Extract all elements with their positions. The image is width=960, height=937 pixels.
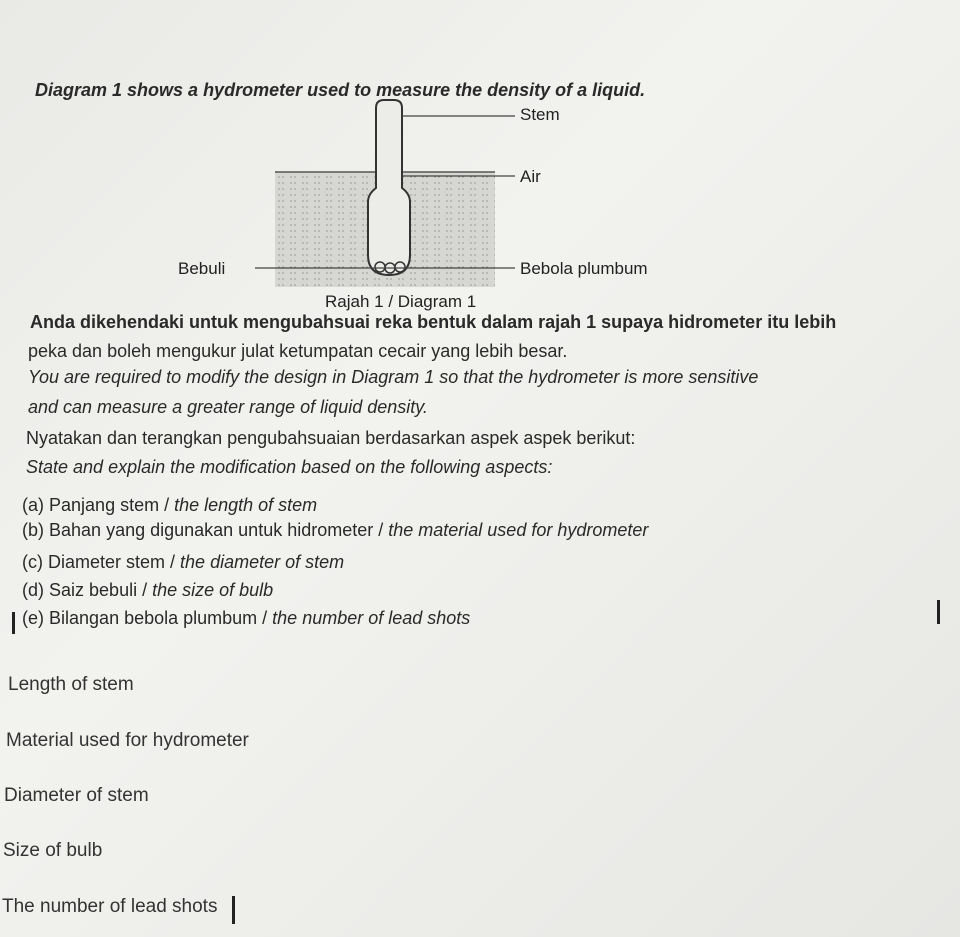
intro-text: Diagram 1 shows a hydrometer used to measure the density of a liquid. xyxy=(35,80,646,100)
aspect-c: (c) Diameter stem / the diameter of stem xyxy=(22,552,345,572)
text-cursor-mark xyxy=(937,600,940,624)
aspect-a: (a) Panjang stem / the length of stem xyxy=(22,495,318,515)
label-air: Air xyxy=(520,167,541,186)
text-cursor-mark xyxy=(12,612,15,634)
label-lead: Bebola plumbum xyxy=(520,259,648,278)
label-bulb: Bebuli xyxy=(178,259,226,278)
answer-material[interactable]: Material used for hydrometer xyxy=(6,730,249,751)
answer-diameter[interactable]: Diameter of stem xyxy=(4,785,149,806)
answer-length-of-stem[interactable]: Length of stem xyxy=(8,674,134,695)
aspect-d: (d) Saiz bebuli / the size of bulb xyxy=(22,580,274,600)
answer-lead-shots[interactable]: The number of lead shots xyxy=(2,896,218,917)
instruction-en-1: You are required to modify the design in Diagram 1 so that the hydrometer is more sensitive xyxy=(28,367,759,387)
instruction-ms-2: peka dan boleh mengukur julat ketumpatan cecair yang lebih besar. xyxy=(28,341,568,361)
text-cursor xyxy=(232,896,235,924)
instruction-ms-3: Nyatakan dan terangkan pengubahsuaian berdasarkan aspek aspek berikut: xyxy=(26,428,636,448)
aspect-b: (b) Bahan yang digunakan untuk hidrometer / the material used for hydrometer xyxy=(22,520,649,540)
instruction-en-2: and can measure a greater range of liquid density. xyxy=(28,397,428,417)
diagram-caption: Rajah 1 / Diagram 1 xyxy=(325,292,477,311)
hydrometer-diagram xyxy=(170,90,690,315)
label-stem: Stem xyxy=(520,105,560,124)
aspect-e: (e) Bilangan bebola plumbum / the number of lead shots xyxy=(22,608,471,628)
instruction-ms-1: Anda dikehendaki untuk mengubahsuai reka bentuk dalam rajah 1 supaya hidrometer itu lebih xyxy=(30,312,837,332)
instruction-en-3: State and explain the modification based on the following aspects: xyxy=(26,457,553,477)
answer-size-of-bulb[interactable]: Size of bulb xyxy=(3,840,103,861)
